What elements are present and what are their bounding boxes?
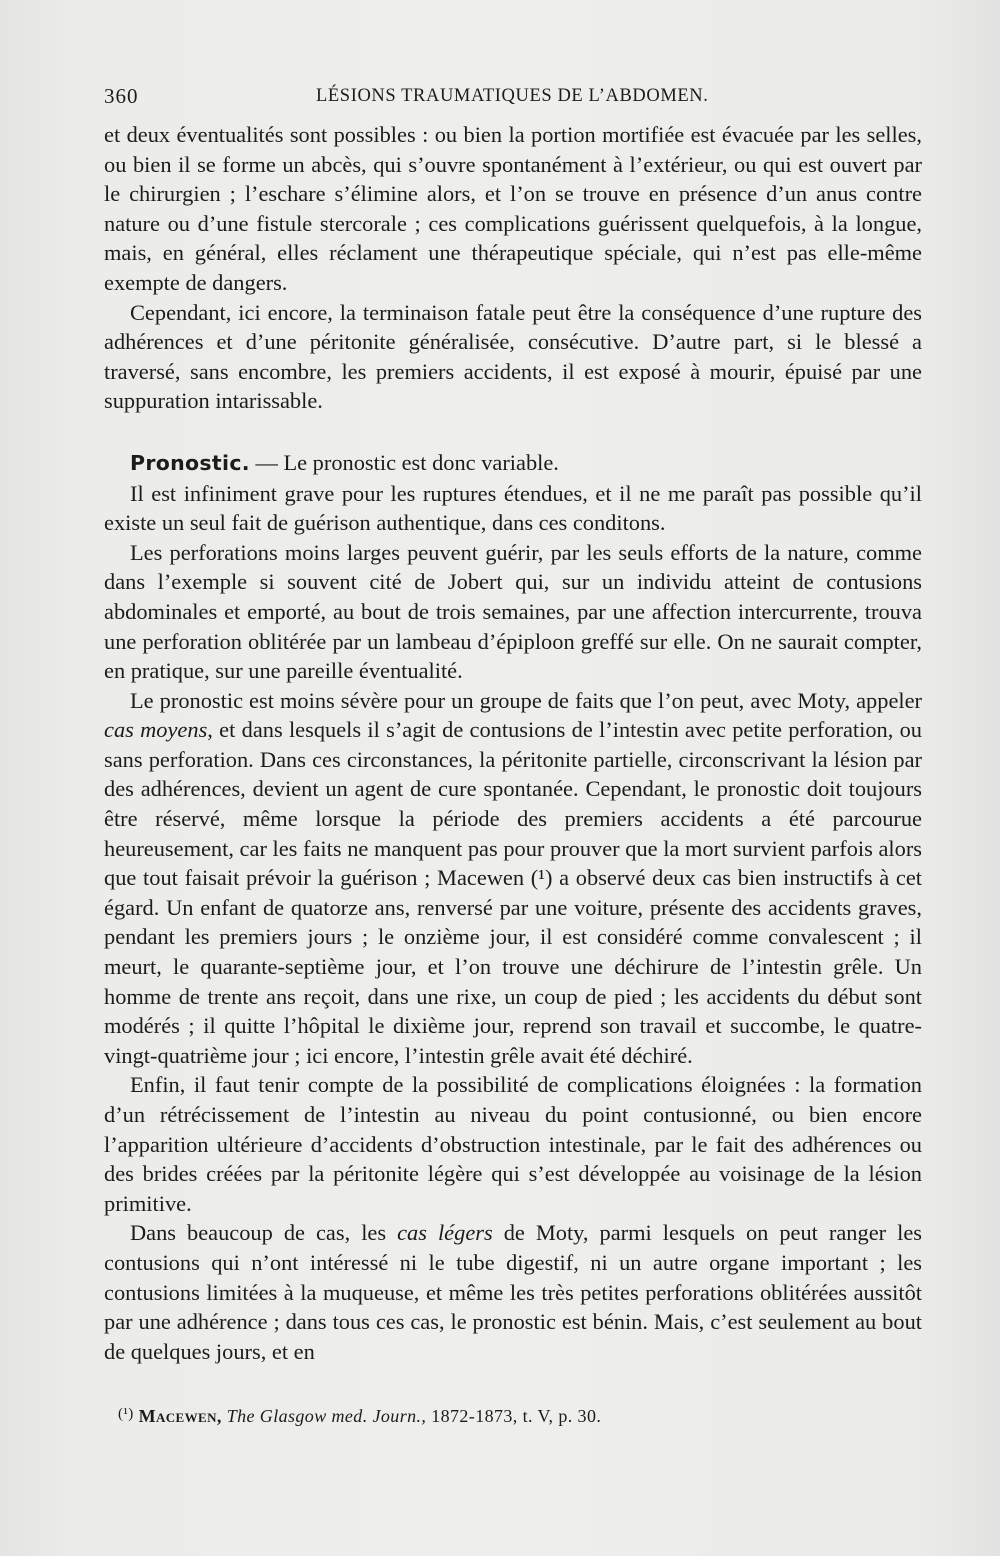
text-run: de Moty, parmi lesquels on peut ranger les contusions qui n’ont intéressé ni le tube digestif, ni un autre organe important ; les contusions limitées à la muqueuse, et même les très petites perforations oblitérées aussitôt par une adhérence ; dans tous ces cas, le pronostic est bénin. Mais, c’est seulement au bout de quelques jours, et en	[104, 1220, 922, 1364]
footnote-reference: (¹)	[530, 865, 553, 891]
text-run: Dans beaucoup de cas, les	[130, 1220, 398, 1246]
running-title: LÉSIONS TRAUMATIQUES DE L’ABDOMEN.	[316, 86, 709, 106]
paragraph-cependant: Cependant, ici encore, la terminaison fatale peut être la conséquence d’une rupture des adhérences et d’une péritonite généralisée, consécutive. D’autre part, si le blessé a traversé, sans encombre, les premiers accidents, il est exposé à mourir, épuisé par une suppuration intarissable.	[104, 299, 922, 414]
paragraph-perforations: Les perforations moins larges peuvent guérir, par les seuls efforts de la nature, comme dans l’exemple si souvent cité de Jobert qui, sur un individu atteint de contusions abdominales et emporté, au bout de trois semaines, par une affection intercurrente, trouva une perforation oblitérée par un lambeau d’épiploon greffé sur elle. On ne saurait compter, en pratique, sur une pareille éventualité.	[104, 539, 922, 684]
footnote-details: 1872-1873, t. V, p. 30.	[431, 1406, 602, 1426]
paragraph-complications: Enfin, il faut tenir compte de la possibilité de complications éloignées : la formation d’un rétrécissement de l’intestin au niveau du point contusionné, ou bien encore l’apparition ultérieure d’accidents d’obstruction intestinale, par le fait des adhérences ou des brides créées par la péritonite légère qui s’est développée au voisinage de la lésion primitive.	[104, 1072, 922, 1216]
footnote-author: Macewen,	[138, 1406, 222, 1426]
paragraph-cas-moyens	[104, 686, 922, 1071]
paragraph-ruptures: Il est infiniment grave pour les ruptures étendues, et il ne me paraît pas possible qu’il existe un seul fait de guérison authentique, dans ces conditons.	[104, 480, 922, 536]
section-heading-pronostic: Pronostic.	[130, 450, 250, 475]
emphasis-cas-legers: cas légers	[397, 1220, 493, 1246]
emphasis-cas-moyens: cas moyens	[104, 717, 208, 743]
footnote	[118, 1406, 918, 1427]
text-run: , et dans lesquels il s’agit de contusions de l’intestin avec petite perforation, ou sans perforation. Dans ces circonstances, la péritonite partielle, circonscrivant la lésion par des adhérences, devient un agent de cure spontanée. Cependant, le pronostic doit toujours être réservé, même lorsque la période des premiers accidents a été parcourue heureusement, car les faits ne manquent pas pour prouver que la mort survient parfois alors que tout faisait prévoir la guérison ; Macewen	[104, 717, 922, 891]
section-heading-line	[104, 448, 922, 479]
section-lead: — Le pronostic est donc variable.	[249, 449, 559, 475]
page-header	[100, 84, 920, 120]
body-text	[104, 120, 922, 1366]
text-run: a observé deux cas bien instructifs à cet égard. Un enfant de quatorze ans, renversé par une voiture, présente des accidents graves, pendant les premiers jours ; le onzième jour, il est considéré comme convalescent ; il meurt, le quarante-septième jour, et l’on trouve une déchirure de l’intestin grêle. Un homme de trente ans reçoit, dans une rixe, un coup de pied ; les accidents du début sont modérés ; il quitte l’hôpital le dixième jour, reprend son travail et succombe, le quatre-vingt-quatrième jour ; ici encore, l’intestin grêle avait été déchiré.	[104, 865, 922, 1068]
paragraph-continuation: et deux éventualités sont possibles : ou bien la portion mortifiée est évacuée par les selles, ou bien il se forme un abcès, qui s’ouvre spontanément à l’extérieur, ou qui est ouvert par le chirurgien ; l’eschare s’élimine alors, et l’on se trouve en présence d’un anus contre nature ou d’une fistule stercorale ; ces complications guérissent quelquefois, à la longue, mais, en général, elles réclament une thérapeutique spéciale, qui n’est pas elle-même exempte de dangers.	[104, 122, 922, 295]
page-number: 360	[104, 84, 139, 108]
footnote-marker: (¹)	[118, 1406, 134, 1422]
section-spacer	[104, 416, 922, 448]
paragraph-cas-legers	[104, 1218, 922, 1366]
footnote-journal: The Glasgow med. Journ.,	[226, 1406, 427, 1426]
text-run: Le pronostic est moins sévère pour un groupe de faits que l’on peut, avec Moty, appeler	[130, 687, 922, 713]
